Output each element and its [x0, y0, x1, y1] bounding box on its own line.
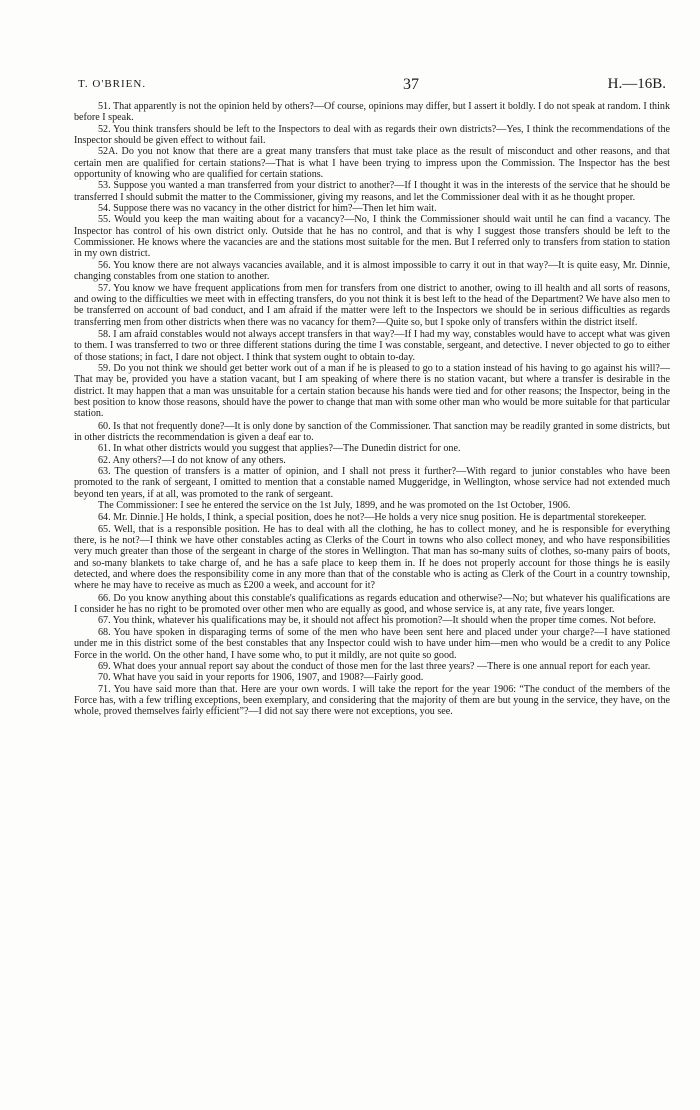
paragraph-63: 63. The question of transfers is a matter of opinion, and I shall not press it further?—With regard to junior constables who have been promoted to the rank of sergeant, I omitted to mention that a constable named Muggeridge, in Wellington, whose service had not extended much beyond ten years, if at all, was promoted to the rank of sergeant. — [74, 466, 670, 500]
paragraph-65: 65. Well, that is a responsible position. He has to deal with all the clothing, he has to collect money, and he is responsible for everything there, is he not?—I think we have other constables acting as Clerks of the Court in towns who also collect money, and who have responsibilities very much greater than those of the sergeant in charge of the stores in Wellington. That man has so-many suits of clothes, so-many pairs of boots, and so-many blankets to take charge of, and he has a safe place to keep them in. If he does not properly account for those things he is easily detected, and where does the responsibility come in any more than that of the constable who is acting as Clerk of the Court in a country township, where he may have to receive as much as £200 a week, and account for it? — [74, 523, 670, 592]
page-number: 37 — [403, 76, 419, 93]
paragraph-58: 58. I am afraid constables would not always accept transfers in that way?—If I had my way, constables would have to accept what was given to them. I was transferred to two or three different stations during the time I was constable, sergeant, and detective. I never objected to go to either of those stations; in fact, I dare not object. I think that system ought to obtain to-day. — [74, 328, 670, 363]
paragraph-51: 51. That apparently is not the opinion held by others?—Of course, opinions may differ, but I assert it boldly. I do not speak at random. I think before I speak. — [74, 101, 670, 124]
paragraph-60: 60. Is that not frequently done?—It is only done by sanction of the Commissioner. That sanction may be readily granted in some districts, but in other districts the recommendation is given a deaf ear to. — [74, 420, 670, 443]
paragraph-52: 52. You think transfers should be left to the Inspectors to deal with as regards their own districts?—Yes, I think the recommendations of the Inspector should be given effect to without fail. — [74, 123, 670, 147]
paragraph-57: 57. You know we have frequent applications from men for transfers from one district to another, owing to ill health and all sorts of reasons, and owing to the difficulties we meet with in effecting transfers, do you not think it is best left to the head of the Department? We have also men to be transferred on account of bad conduct, and I am afraid if the matter were left to the Inspectors we should be in serious difficulties as regards transferring men from other districts when there was no vacancy for them?—Quite so, but I spoke only of transfers within the district itself. — [74, 282, 670, 328]
testimony-body — [74, 101, 670, 718]
paragraph-59: 59. Do you not think we should get better work out of a man if he is pleased to go to a station instead of his having to go against his will?—That may be, provided you have a station vacant, but I am speaking of where there is no station vacant, but where a transfer is desirable in the district. It may happen that a man was unsuitable for a certain station because his hands were tied and for other reasons; the Inspector, being in the best position to know those reasons, should have the power to change that man with some other man who would be more suitable for that particular station. — [74, 362, 670, 420]
paragraph-64: 64. Mr. Dinnie.] He holds, I think, a special position, does he not?—He holds a very nice snug position. He is departmental storekeeper. — [98, 512, 647, 524]
paragraph-62: 62. Any others?—I do not know of any others. — [98, 454, 286, 466]
paragraph-70: 70. What have you said in your reports for 1906, 1907, and 1908?—Fairly good. — [98, 672, 424, 684]
paragraph-52a: 52A. Do you not know that there are a great many transfers that must take place as the result of misconduct and other reasons, and that certain men are qualified for certain stations?—That is what I have been trying to impress upon the Commission. The Inspector has the best opportunity of knowing who are qualified for certain stations. — [74, 146, 670, 181]
paragraph-commissioner: The Commissioner: I see he entered the service on the 1st July, 1899, and he was promoted on the 1st October, 1906. — [98, 500, 571, 512]
document-reference: H.—16B. — [607, 76, 666, 92]
paragraph-68: 68. You have spoken in disparaging terms of some of the men who have been sent here and placed under your charge?—I have stationed under me in this district some of the best constables that any Inspector could wish to have under him—men who would be a credit to any Police Force in the world. On the other hand, I have some who, to put it mildly, are not quite so good. — [74, 626, 670, 661]
paragraph-71: 71. You have said more than that. Here are your own words. I will take the report for the year 1906: “The conduct of the members of the Force has, with a few trifling exceptions, been exemplary, and considering that the majority of them are but young in the service, they have, on the whole, proved themselves fairly efficient”?—I did not say there were not exceptions, you see. — [74, 683, 670, 718]
paragraph-56: 56. You know there are not always vacancies available, and it is almost impossible to carry it out in that way?—It is quite easy, Mr. Dinnie, changing constables from one station to another. — [74, 259, 670, 283]
page-header — [68, 76, 666, 96]
paragraph-67: 67. You think, whatever his qualifications may be, it should not affect his promotion?—It should when the proper time comes. Not before. — [98, 615, 656, 627]
paragraph-55: 55. Would you keep the man waiting about for a vacancy?—No, I think the Commissioner should wait until he can find a vacancy. The Inspector has control of his own district only. Outside that he has no control, and that is why I suggest those transfers should be left to the Commissioner. He knows where the vacancies are and the stations most suitable for the men. But I referred only to transfers from station to station in my own district. — [74, 214, 670, 260]
paragraph-66: 66. Do you know anything about this constable's qualifications as regards education and otherwise?—No; but whatever his qualifications are I consider he has no right to be promoted over other men who are equally as good, and whose service is, at any rate, five years longer. — [74, 592, 670, 616]
header-witness-name: T. O'BRIEN. — [78, 78, 147, 90]
paragraph-53: 53. Suppose you wanted a man transferred from your district to another?—If I thought it was in the interests of the service that he should be transferred I should submit the matter to the Commissioner, giving my reasons, and let the Commissioner deal with it as he thought proper. — [74, 180, 670, 203]
paragraph-54: 54. Suppose there was no vacancy in the other district for him?—Then let him wait. — [98, 203, 437, 215]
paragraph-61: 61. In what other districts would you suggest that applies?—The Dunedin district for one. — [98, 443, 461, 455]
paragraph-69: 69. What does your annual report say about the conduct of those men for the last three years? —There is one annual report for each year. — [98, 660, 651, 672]
